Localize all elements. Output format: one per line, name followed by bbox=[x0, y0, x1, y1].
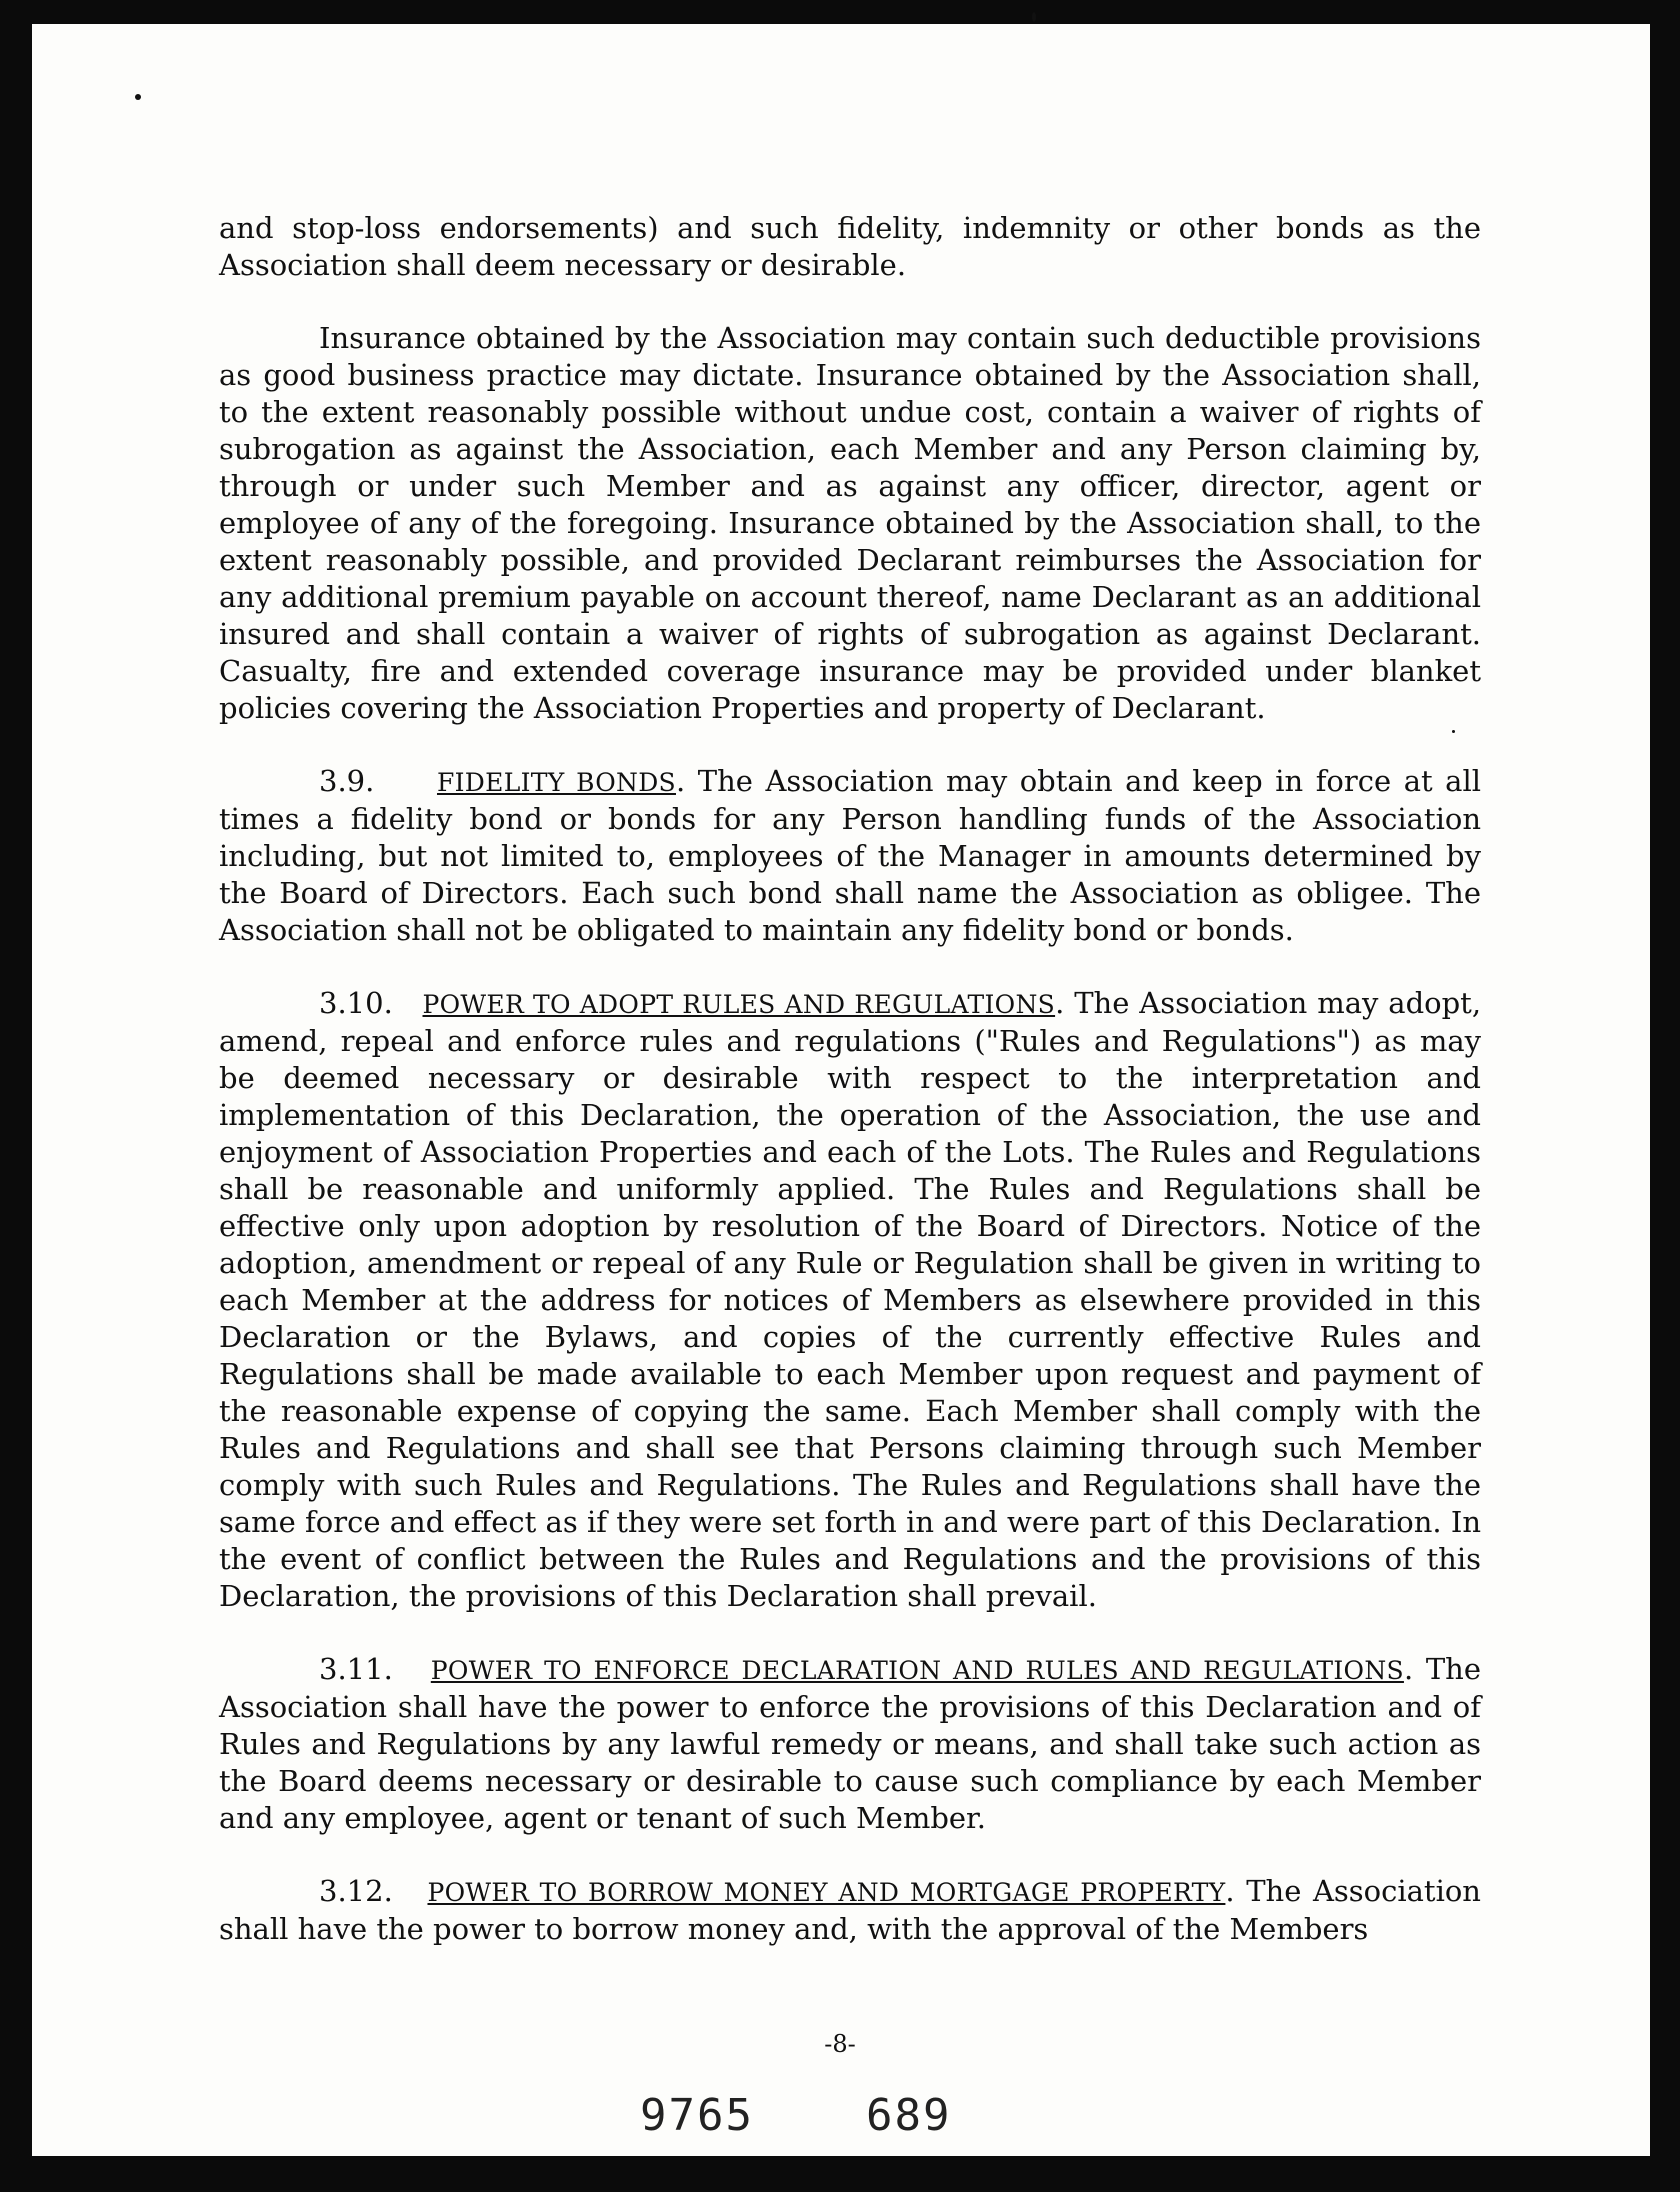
section-number: 3.11. bbox=[319, 1652, 393, 1686]
section-text: The Association shall have the power to enforce the provisions of this Declaration and of Rules and Regulations by any lawful remedy or means, and shall take such action as the Board deems necessary or desirable to cause such compliance by each Member and any employee, agent or tenant of such Member. bbox=[219, 1652, 1482, 1835]
section-number: 3.9. bbox=[319, 764, 375, 798]
section-3-12: 3.12. POWER TO BORROW MONEY AND MORTGAGE PROPERTY. The Association shall have the power to borrow money and, with the approval of the Members bbox=[219, 1874, 1481, 1946]
recording-stamp-book: 9765 bbox=[640, 2090, 754, 2141]
section-heading: POWER TO BORROW MONEY AND MORTGAGE PROPERTY bbox=[427, 1878, 1226, 1907]
page-number: -8- bbox=[824, 2030, 856, 2058]
section-text: The Association shall have the power to borrow money and, with the approval of the Members bbox=[219, 1874, 1481, 1946]
section-heading: POWER TO ADOPT RULES AND REGULATIONS bbox=[422, 990, 1056, 1019]
section-text: The Association may obtain and keep in force at all times a fidelity bond or bonds for any Person handling funds of the Association including, but not limited to, employees of the Manager in amounts determined by the Board of Directors. Each such bond shall name the Association as obligee. The Association shall not be obligated to maintain any fidelity bond or bonds. bbox=[219, 764, 1481, 947]
paragraph-continuation: and stop-loss endorsements) and such fidelity, indemnity or other bonds as the Association shall deem necessary or desirable. bbox=[219, 211, 1481, 282]
section-heading: POWER TO ENFORCE DECLARATION AND RULES AND REGULATIONS bbox=[430, 1656, 1404, 1685]
section-number: 3.10. bbox=[319, 986, 393, 1020]
scan-speck bbox=[1032, 12, 1036, 22]
paragraph-insurance: Insurance obtained by the Association may contain such deductible provisions as good business practice may dictate. Insurance obtained by the Association shall, to the extent reasonably possible without undue cost, contain a waiver of rights of subrogation as against the Association, each Member and any Person claiming by, through or under such Member and as against any officer, director, agent or employee of any of the foregoing. Insurance obtained by the Association shall, to the extent reasonably possible, and provided Declarant reimburses the Association for any additional premium payable on account thereof, name Declarant as an additional insured and shall contain a waiver of rights of subrogation as against Declarant. Casualty, fire and extended coverage insurance may be provided under blanket policies covering the Association Properties and property of Declarant. bbox=[219, 321, 1481, 725]
section-heading: FIDELITY BONDS bbox=[436, 768, 676, 797]
section-number: 3.12. bbox=[319, 1874, 393, 1908]
section-3-11: 3.11. POWER TO ENFORCE DECLARATION AND RULES AND REGULATIONS. The Association shall have the power to enforce the provisions of this Declaration and of Rules and Regulations by any lawful remedy or means, and shall take such action as the Board deems necessary or desirable to cause such compliance by each Member and any employee, agent or tenant of such Member. bbox=[219, 1652, 1482, 1835]
recording-stamp-page: 689 bbox=[866, 2090, 952, 2141]
scan-speck bbox=[135, 94, 141, 100]
section-3-10: 3.10. POWER TO ADOPT RULES AND REGULATIONS. The Association may adopt, amend, repeal and enforce rules and regulations ("Rules and Regulations") as may be deemed necessary or desirable with respect to the interpretation and implementation of this Declaration, the operation of the Association, the use and enjoyment of Association Properties and each of the Lots. The Rules and Regulations shall be reasonable and uniformly applied. The Rules and Regulations shall be effective only upon adoption by resolution of the Board of Directors. Notice of the adoption, amendment or repeal of any Rule or Regulation shall be given in writing to each Member at the address for notices of Members as elsewhere provided in this Declaration or the Bylaws, and copies of the currently effective Rules and Regulations shall be made available to each Member upon request and payment of the reasonable expense of copying the same. Each Member shall comply with the Rules and Regulations and shall see that Persons claiming through such Member comply with such Rules and Regulations. The Rules and Regulations shall have the same force and effect as if they were set forth in and were part of this Declaration. In the event of conflict between the Rules and Regulations and the provisions of this Declaration, the provisions of this Declaration shall prevail. bbox=[219, 986, 1482, 1613]
document-body bbox=[219, 210, 1481, 1984]
section-text: The Association may adopt, amend, repeal and enforce rules and regulations ("Rules and Regulations") as may be deemed necessary or desirable with respect to the interpretation and implementation of this Declaration, the operation of the Association, the use and enjoyment of Association Properties and each of the Lots. The Rules and Regulations shall be reasonable and uniformly applied. The Rules and Regulations shall be effective only upon adoption by resolution of the Board of Directors. Notice of the adoption, amendment or repeal of any Rule or Regulation shall be given in writing to each Member at the address for notices of Members as elsewhere provided in this Declaration or the Bylaws, and copies of the currently effective Rules and Regulations shall be made available to each Member upon request and payment of the reasonable expense of copying the same. Each Member shall comply with the Rules and Regulations and shall see that Persons claiming through such Member comply with such Rules and Regulations. The Rules and Regulations shall have the same force and effect as if they were set forth in and were part of this Declaration. In the event of conflict between the Rules and Regulations and the provisions of this Declaration, the provisions of this Declaration shall prevail. bbox=[219, 986, 1482, 1613]
section-3-9: 3.9. FIDELITY BONDS. The Association may obtain and keep in force at all times a fidelity bond or bonds for any Person handling funds of the Association including, but not limited to, employees of the Manager in amounts determined by the Board of Directors. Each such bond shall name the Association as obligee. The Association shall not be obligated to maintain any fidelity bond or bonds. bbox=[219, 764, 1481, 947]
